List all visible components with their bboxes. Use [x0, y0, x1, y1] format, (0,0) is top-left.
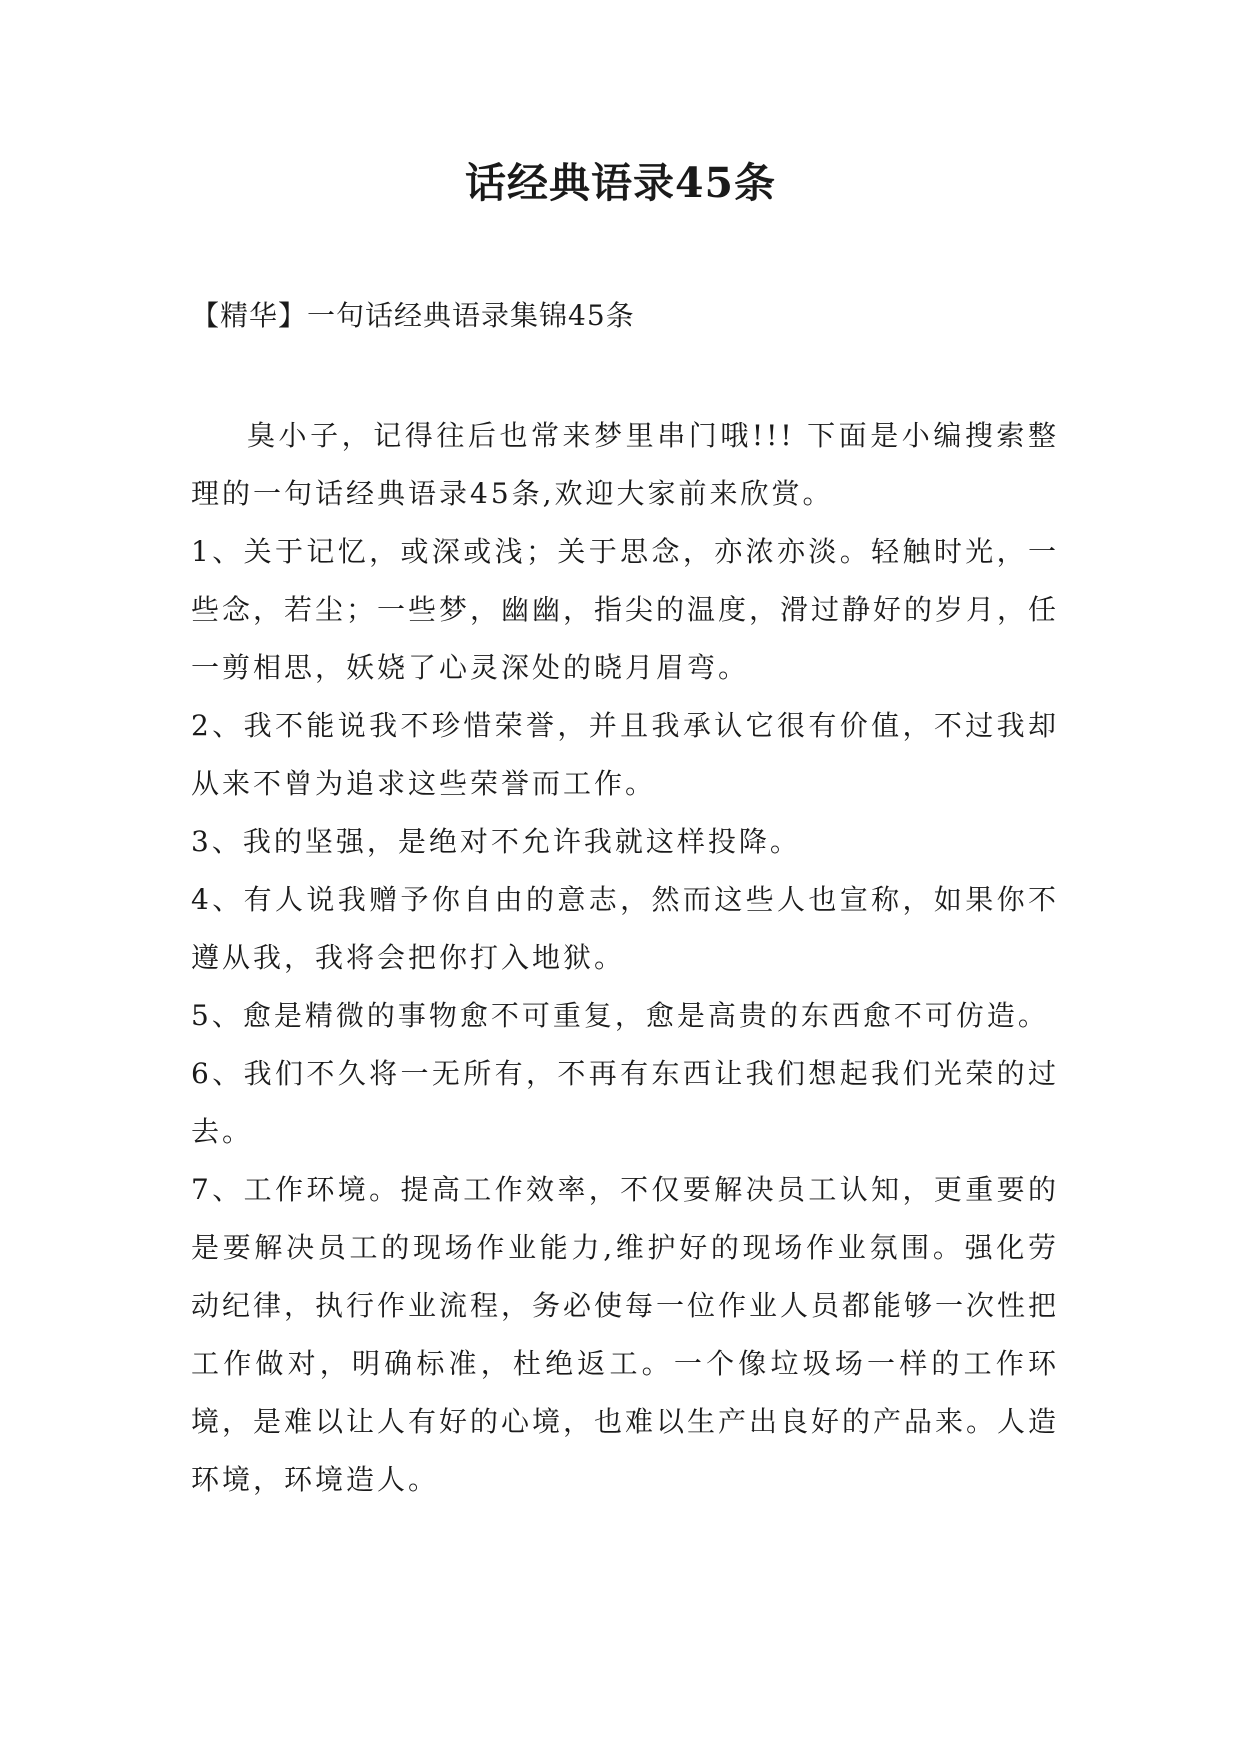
- quote-item-3: 3、我的坚强，是绝对不允许我就这样投降。: [191, 825, 801, 858]
- document-body: [191, 407, 1059, 1509]
- quote-item-6: 6、我们不久将一无所有，不再有东西让我们想起我们光荣的过去。: [191, 1057, 1059, 1148]
- quote-item-7: 7、工作环境。提高工作效率，不仅要解决员工认知，更重要的是要解决员工的现场作业能力,维护好的现场作业氛围。强化劳动纪律，执行作业流程，务必使每一位作业人员都能够一次性把工作做对，明确标准，杜绝返工。一个像垃圾场一样的工作环境，是难以让人有好的心境，也难以生产出良好的产品来。人造环境，环境造人。: [191, 1173, 1060, 1496]
- intro-paragraph: 臭小子，记得往后也常来梦里串门哦!!! 下面是小编搜索整理的一句话经典语录45条,欢迎大家前来欣赏。: [191, 419, 1059, 510]
- quote-item-1: 1、关于记忆，或深或浅；关于思念，亦浓亦淡。轻触时光，一些念，若尘；一些梦，幽幽，指尖的温度，滑过静好的岁月，任一剪相思，妖娆了心灵深处的晓月眉弯。: [191, 535, 1060, 684]
- document-subtitle: 【精华】一句话经典语录集锦45条: [191, 299, 635, 332]
- quote-item-5: 5、愈是精微的事物愈不可重复，愈是高贵的东西愈不可仿造。: [191, 999, 1049, 1032]
- document-title: 话经典语录45条: [464, 159, 777, 207]
- quote-item-2: 2、我不能说我不珍惜荣誉，并且我承认它很有价值，不过我却从来不曾为追求这些荣誉而工作。: [191, 709, 1059, 800]
- quote-item-4: 4、有人说我赠予你自由的意志，然而这些人也宣称，如果你不遵从我，我将会把你打入地狱。: [191, 883, 1059, 974]
